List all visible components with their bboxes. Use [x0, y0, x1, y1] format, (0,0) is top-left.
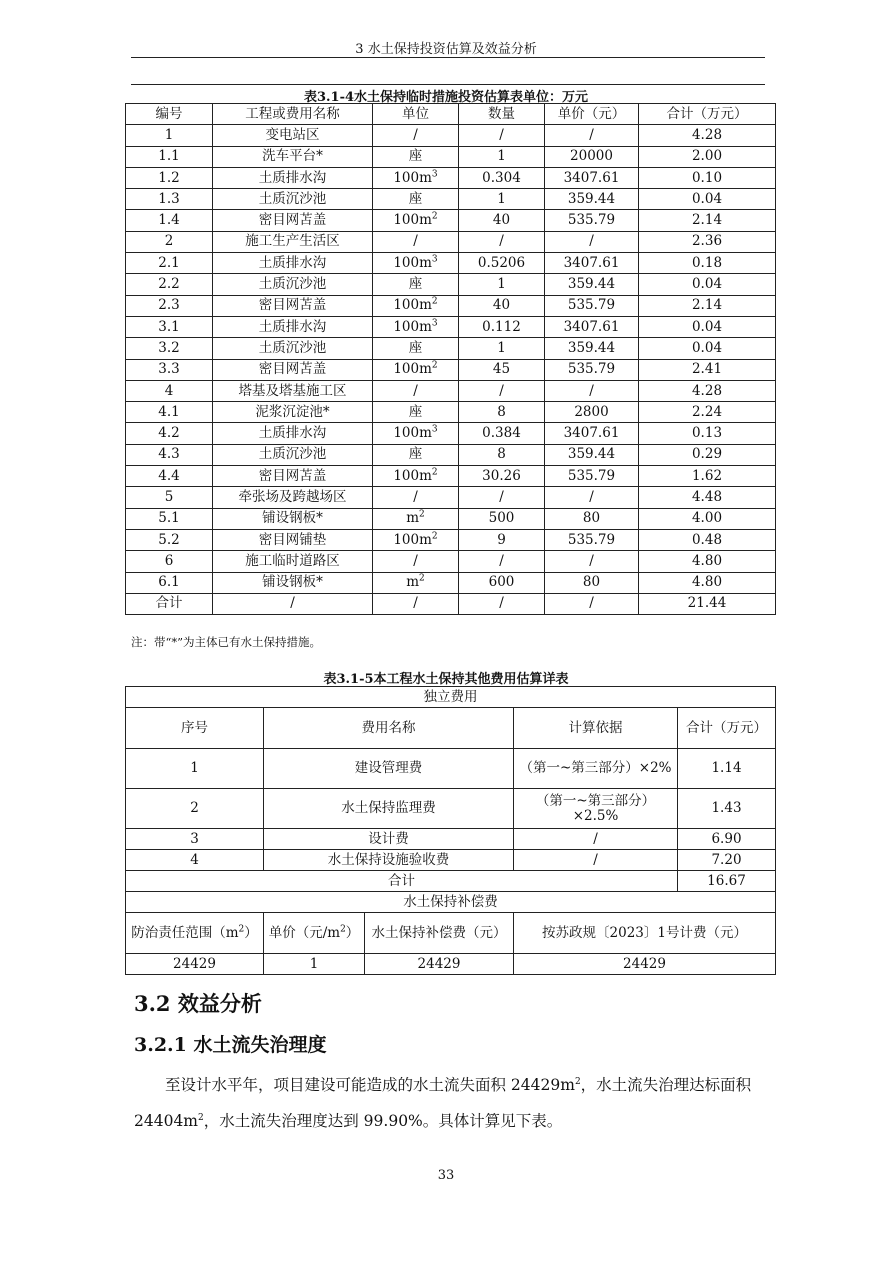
col-header-unit-price: 单价（元$/m^2$）: [264, 913, 365, 954]
table-cell: 密目网苫盖: [213, 295, 373, 316]
table-row: [126, 167, 776, 188]
table-cell: $100m^2$: [373, 359, 459, 380]
section-independent-costs: 独立费用: [126, 687, 776, 708]
table-cell: 4: [126, 380, 213, 401]
table-cell: 535.79: [545, 529, 639, 550]
table-cell: 8: [459, 402, 545, 423]
cell: 1.43: [678, 789, 776, 829]
table-cell: 3407.61: [545, 423, 639, 444]
table-cell: 5.1: [126, 508, 213, 529]
table-cell: /: [373, 593, 459, 614]
table-cell: 2.1: [126, 253, 213, 274]
table-cell: 密目网苫盖: [213, 210, 373, 231]
col-header-total: 合计（万元）: [678, 708, 776, 749]
table-cell: 4.2: [126, 423, 213, 444]
table-cell: 6.1: [126, 572, 213, 593]
table-cell: /: [545, 125, 639, 146]
body-paragraph: 至设计水平年，项目建设可能造成的水土流失面积 $24429m^2$，水土流失治理达标面积 $24404m^2$，水土流失治理度达到 99.90%。具体计算见下表。: [134, 1076, 752, 1130]
table-cell: 座: [373, 274, 459, 295]
table-cell: 4.28: [639, 125, 776, 146]
table-cell: 座: [373, 146, 459, 167]
table-row: [126, 487, 776, 508]
table-row: [126, 380, 776, 401]
table-cell: /: [545, 593, 639, 614]
table-cell: /: [373, 231, 459, 252]
table-cell: $100m^2$: [373, 210, 459, 231]
table-cell: 359.44: [545, 274, 639, 295]
table-note: 注：带“*”为主体已有水土保持措施。: [131, 635, 322, 649]
cell: 1: [264, 954, 365, 975]
table-cell: 合计: [126, 593, 213, 614]
table-cell: /: [213, 593, 373, 614]
table-cell: 1: [459, 189, 545, 210]
table-row: [126, 125, 776, 146]
table-cell: /: [545, 380, 639, 401]
table-cell: 4.1: [126, 402, 213, 423]
table-cell: /: [373, 125, 459, 146]
cell: 24429: [514, 954, 776, 975]
table-cell: 20000: [545, 146, 639, 167]
cell: /: [514, 829, 678, 850]
table-cell: 6: [126, 551, 213, 572]
table-cell: 土质沉沙池: [213, 338, 373, 359]
table-row: [126, 508, 776, 529]
table-cell: /: [373, 487, 459, 508]
table-cell: 21.44: [639, 593, 776, 614]
table-row: [126, 231, 776, 252]
table-row: [126, 551, 776, 572]
table-cell: 5: [126, 487, 213, 508]
table-cell: 密目网苫盖: [213, 359, 373, 380]
table-cell: $m^2$: [373, 508, 459, 529]
column-header: 数量: [459, 104, 545, 125]
table-cell: 变电站区: [213, 125, 373, 146]
table-cell: 土质沉沙池: [213, 274, 373, 295]
table-cell: 0.48: [639, 529, 776, 550]
table-cell: 1: [126, 125, 213, 146]
table-cell: 0.18: [639, 253, 776, 274]
table-cell: $100m^2$: [373, 529, 459, 550]
column-header: 编号: [126, 104, 213, 125]
cell: 2: [126, 789, 264, 829]
table-cell: 密目网苫盖: [213, 466, 373, 487]
table-cell: /: [373, 380, 459, 401]
table-cell: 土质排水沟: [213, 423, 373, 444]
table-cell: 3.2: [126, 338, 213, 359]
table-cell: /: [459, 593, 545, 614]
table-cell: 535.79: [545, 210, 639, 231]
table-cell: 535.79: [545, 295, 639, 316]
section-compensation-fee: 水土保持补偿费: [126, 892, 776, 913]
table-cell: 3407.61: [545, 316, 639, 337]
table-cell: $100m^3$: [373, 167, 459, 188]
cell: 设计费: [264, 829, 514, 850]
cell: 1.14: [678, 749, 776, 789]
table-row: [126, 423, 776, 444]
table-cell: /: [459, 487, 545, 508]
table-cell: 泥浆沉淀池*: [213, 402, 373, 423]
cell: 6.90: [678, 829, 776, 850]
table-cell: 土质排水沟: [213, 316, 373, 337]
table-cell: 0.112: [459, 316, 545, 337]
table-cell: 2: [126, 231, 213, 252]
table-cell: 4.80: [639, 551, 776, 572]
cell: 水土保持监理费: [264, 789, 514, 829]
col-header-cost-name: 费用名称: [264, 708, 514, 749]
col-header-area: 防治责任范围$(m^2)$: [126, 913, 264, 954]
table-cell: 80: [545, 572, 639, 593]
cell: 7.20: [678, 850, 776, 871]
cell: 3: [126, 829, 264, 850]
cell: 4: [126, 850, 264, 871]
table-cell: 3407.61: [545, 167, 639, 188]
table-cell: 2.14: [639, 295, 776, 316]
page-number: 33: [437, 1168, 455, 1183]
table-cell: 359.44: [545, 338, 639, 359]
table-cell: 0.04: [639, 316, 776, 337]
table-cell: 1.4: [126, 210, 213, 231]
table1-title: 表3.1-4水土保持临时措施投资估算表单位：万元: [303, 90, 589, 105]
table-cell: /: [545, 487, 639, 508]
table-cell: 洗车平台*: [213, 146, 373, 167]
table-cell: 2.3: [126, 295, 213, 316]
table-cell: 500: [459, 508, 545, 529]
table-cell: /: [459, 231, 545, 252]
table-cell: 45: [459, 359, 545, 380]
table-cell: 座: [373, 444, 459, 465]
table-cell: 600: [459, 572, 545, 593]
table-cell: 30.26: [459, 466, 545, 487]
table-cell: /: [459, 125, 545, 146]
table-cell: 9: [459, 529, 545, 550]
table-row: [126, 295, 776, 316]
cell: 建设管理费: [264, 749, 514, 789]
table-row: [126, 572, 776, 593]
table-cell: $100m^3$: [373, 423, 459, 444]
table-row: [126, 210, 776, 231]
table-row: [126, 338, 776, 359]
column-header: 工程或费用名称: [213, 104, 373, 125]
table-cell: 土质排水沟: [213, 167, 373, 188]
table-cell: 4.28: [639, 380, 776, 401]
cell: 24429: [126, 954, 264, 975]
table-cell: $100m^2$: [373, 295, 459, 316]
table-cell: 2.36: [639, 231, 776, 252]
temporary-measures-table: [125, 103, 776, 615]
table-row: [126, 444, 776, 465]
table-cell: 2.14: [639, 210, 776, 231]
table-cell: 施工临时道路区: [213, 551, 373, 572]
table-cell: 535.79: [545, 466, 639, 487]
table-cell: 40: [459, 295, 545, 316]
table-cell: 1.1: [126, 146, 213, 167]
table-cell: 2.24: [639, 402, 776, 423]
table-cell: 4.3: [126, 444, 213, 465]
table-cell: /: [545, 551, 639, 572]
table-cell: 1: [459, 146, 545, 167]
table-cell: 0.29: [639, 444, 776, 465]
total-value: 16.67: [678, 871, 776, 892]
table-cell: 535.79: [545, 359, 639, 380]
cell: （第一~第三部分）×2.5%: [514, 789, 678, 829]
table-row: [126, 274, 776, 295]
cell: 24429: [365, 954, 514, 975]
table-cell: 0.10: [639, 167, 776, 188]
table-row: [126, 146, 776, 167]
table2-title: 表3.1-5本工程水土保持其他费用估算详表: [323, 672, 569, 687]
table-cell: 3407.61: [545, 253, 639, 274]
column-header: 单价（元）: [545, 104, 639, 125]
table-cell: 座: [373, 189, 459, 210]
header-rule: [131, 57, 765, 58]
table-cell: 5.2: [126, 529, 213, 550]
table-cell: 座: [373, 338, 459, 359]
table-cell: 1.2: [126, 167, 213, 188]
cell: （第一~第三部分）×2%: [514, 749, 678, 789]
table-cell: $m^2$: [373, 572, 459, 593]
col-header-basis: 计算依据: [514, 708, 678, 749]
table-cell: 土质排水沟: [213, 253, 373, 274]
table-cell: 土质沉沙池: [213, 189, 373, 210]
other-costs-table: [125, 686, 776, 975]
table-cell: 1.3: [126, 189, 213, 210]
table-cell: 密目网铺垫: [213, 529, 373, 550]
table-cell: 0.5206: [459, 253, 545, 274]
subsection-heading: 3.2.1 水土流失治理度: [134, 1034, 327, 1056]
running-header: 3 水土保持投资估算及效益分析: [355, 42, 537, 57]
column-header: 合计（万元）: [639, 104, 776, 125]
table-row: [126, 593, 776, 614]
column-header: 单位: [373, 104, 459, 125]
table-cell: /: [373, 551, 459, 572]
table-cell: 施工生产生活区: [213, 231, 373, 252]
table-cell: 铺设钢板*: [213, 508, 373, 529]
table-cell: 1.62: [639, 466, 776, 487]
table-row: [126, 253, 776, 274]
cell: 水土保持设施验收费: [264, 850, 514, 871]
table-cell: 塔基及塔基施工区: [213, 380, 373, 401]
table-cell: 0.04: [639, 189, 776, 210]
table-cell: 0.04: [639, 274, 776, 295]
table-row: [126, 402, 776, 423]
table-cell: $100m^2$: [373, 466, 459, 487]
table-row: [126, 466, 776, 487]
table-cell: $100m^3$: [373, 253, 459, 274]
table-cell: 2800: [545, 402, 639, 423]
table-cell: 359.44: [545, 189, 639, 210]
table-cell: 4.80: [639, 572, 776, 593]
table-cell: /: [459, 551, 545, 572]
table-cell: 2.2: [126, 274, 213, 295]
table-cell: /: [545, 231, 639, 252]
col-header-seq: 序号: [126, 708, 264, 749]
col-header-regulation: 按苏政规〔2023〕1号计费（元）: [514, 913, 776, 954]
table-cell: 3.3: [126, 359, 213, 380]
section-heading: 3.2 效益分析: [134, 991, 262, 1016]
table-cell: 1: [459, 274, 545, 295]
table-row: [126, 359, 776, 380]
table-cell: 0.13: [639, 423, 776, 444]
table-row: [126, 316, 776, 337]
table-cell: /: [459, 380, 545, 401]
cell: 1: [126, 749, 264, 789]
table-cell: 座: [373, 402, 459, 423]
table-cell: 土质沉沙池: [213, 444, 373, 465]
table-cell: 0.304: [459, 167, 545, 188]
table-cell: 8: [459, 444, 545, 465]
table-cell: 1: [459, 338, 545, 359]
table-cell: 40: [459, 210, 545, 231]
table-cell: 4.4: [126, 466, 213, 487]
table-cell: 4.00: [639, 508, 776, 529]
table1-top-rule: [131, 84, 765, 85]
table-cell: 4.48: [639, 487, 776, 508]
col-header-compensation: 水土保持补偿费（元）: [365, 913, 514, 954]
table-cell: 牵张场及跨越场区: [213, 487, 373, 508]
table-cell: 2.00: [639, 146, 776, 167]
table-cell: 铺设钢板*: [213, 572, 373, 593]
cell: /: [514, 850, 678, 871]
table-cell: 0.04: [639, 338, 776, 359]
total-label: 合计: [126, 871, 678, 892]
table-row: [126, 189, 776, 210]
table-cell: 80: [545, 508, 639, 529]
table-cell: 2.41: [639, 359, 776, 380]
table-row: [126, 529, 776, 550]
table-cell: 359.44: [545, 444, 639, 465]
table-cell: $100m^3$: [373, 316, 459, 337]
table-cell: 0.384: [459, 423, 545, 444]
table-cell: 3.1: [126, 316, 213, 337]
